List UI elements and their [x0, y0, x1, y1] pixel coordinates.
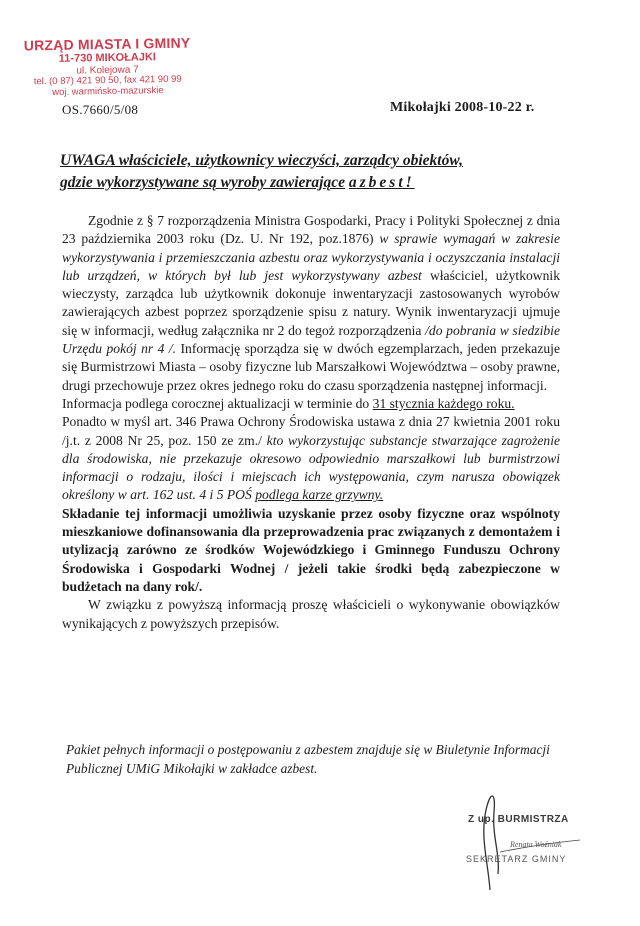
stamp-line-region: woj. warmińsko-mazurskie — [52, 85, 164, 99]
p3-penalty-text: kto wykorzystując substancje stwarzające zagrożenie dla środowiska, nie przekazuje okresowo odpowiednio marszałkowi lub burmistrzowi informacji o rodzaju, ilości i miejscach ich występowania, czym narusza obowiązek określony w art. 162 ust. 4 i 5 POŚ — [62, 432, 561, 503]
p1-copies: Informację sporządza się w dwóch egzemplarzach, jeden przekazuje się Burmistrzowi Miasta – osoby fizyczne lub Marszałkowi Województwa – osoby prawne, drugi przechowuje przez okres jednego roku do czasu sporządzenia następnej informacji. — [62, 341, 560, 393]
paragraph-regulation — [62, 212, 560, 395]
notice-heading — [60, 150, 560, 194]
stamp-line-office: URZĄD MIASTA I GMINY — [23, 34, 191, 54]
signature-authority: Z up. BURMISTRZA — [468, 814, 569, 825]
reference-number: OS.7660/5/08 — [62, 102, 139, 117]
p1-intro: Zgodnie z § 7 rozporządzenia Ministra Gospodarki, Pracy i Polityki Społecznej z dnia 23 października 2003 roku (Dz. U. Nr 192, poz.1876) — [62, 213, 560, 247]
signature-title: SEKRETARZ GMINY — [466, 854, 567, 864]
paragraph-funding: Składanie tej informacji umożliwia uzyskanie przez osoby fizyczne oraz wspólnoty mieszkaniowe dofinansowania dla przeprowadzenia prac związanych z demontażem i utylizacją zarówno ze środków Wojewódzkiego i Gminnego Funduszu Ochrony Środowiska i Gospodarki Wodnej / jeżeli takie środki będą zabezpieczone w budżetach na dany rok/. — [62, 505, 560, 594]
heading-line-1: UWAGA właściciele, użytkownicy wieczyści, zarządcy obiektów, — [60, 152, 463, 169]
p2-deadline: 31 stycznia każdego roku. — [372, 395, 515, 411]
paragraph-request: W związku z powyższą informacją proszę właścicieli o wykonywanie obowiązków wynikających z powyższych przepisów. — [62, 597, 560, 631]
stamp-line-phone: tel. (0 87) 421 90 50, fax 421 90 99 — [33, 73, 182, 88]
place-and-date: Mikołajki 2008-10-22 r. — [390, 100, 535, 115]
letter-body — [62, 212, 560, 633]
p1-download-info: /do pobrania w siedzibie Urzędu pokój nr 4 /. — [62, 322, 560, 357]
p1-regulation-title: w sprawie wymagań w zakresie wykorzystywania i przemieszczania azbestu oraz wykorzystywania i oczyszczania instalacji lub urządzeń, w których był lub jest wykorzystywany azbest — [62, 231, 560, 283]
office-stamp — [0, 34, 216, 100]
signature-block — [460, 782, 630, 892]
stamp-line-postcode: 11-730 MIKOŁAJKI — [58, 51, 157, 65]
p1-obligation: właściciel, użytkownik wieczysty, zarządca lub użytkownik dokonuje inwentaryzacji zastosowanych wyrobów zawierających azbest poprzez sporządzenie spisu z natury. Wynik inwentaryzacji ujmuje się w informacji, według załącznika nr 2 do tegoż rozporządzenia — [62, 267, 560, 338]
paragraph-annual-update — [62, 395, 560, 413]
heading-asbestos-word: azbest! — [348, 174, 415, 191]
paragraph-environment-law — [62, 413, 560, 504]
handwritten-signature — [460, 782, 630, 892]
signature-name: Renata Woźniak — [510, 840, 562, 849]
p3-fine: podlega karze grzywny. — [255, 487, 384, 503]
heading-line-2: gdzie wykorzystywane są wyroby zawierające — [60, 174, 346, 191]
p3-law: Ponadto w myśl art. 346 Prawa Ochrony Środowiska ustawa z dnia 27 kwietnia 2001 roku /j.t. z 2008 Nr 25, poz. 150 ze zm./ — [62, 414, 560, 448]
stamp-line-street: ul. Kolejowa 7 — [76, 64, 139, 77]
bip-info-note: Pakiet pełnych informacji o postępowaniu z azbestem znajduje się w Biuletynie Informacji Publicznej UMiG Mikołajki w zakładce azbest. — [66, 742, 550, 776]
p2-text: Informacja podlega corocznej aktualizacji w terminie do — [62, 395, 370, 411]
